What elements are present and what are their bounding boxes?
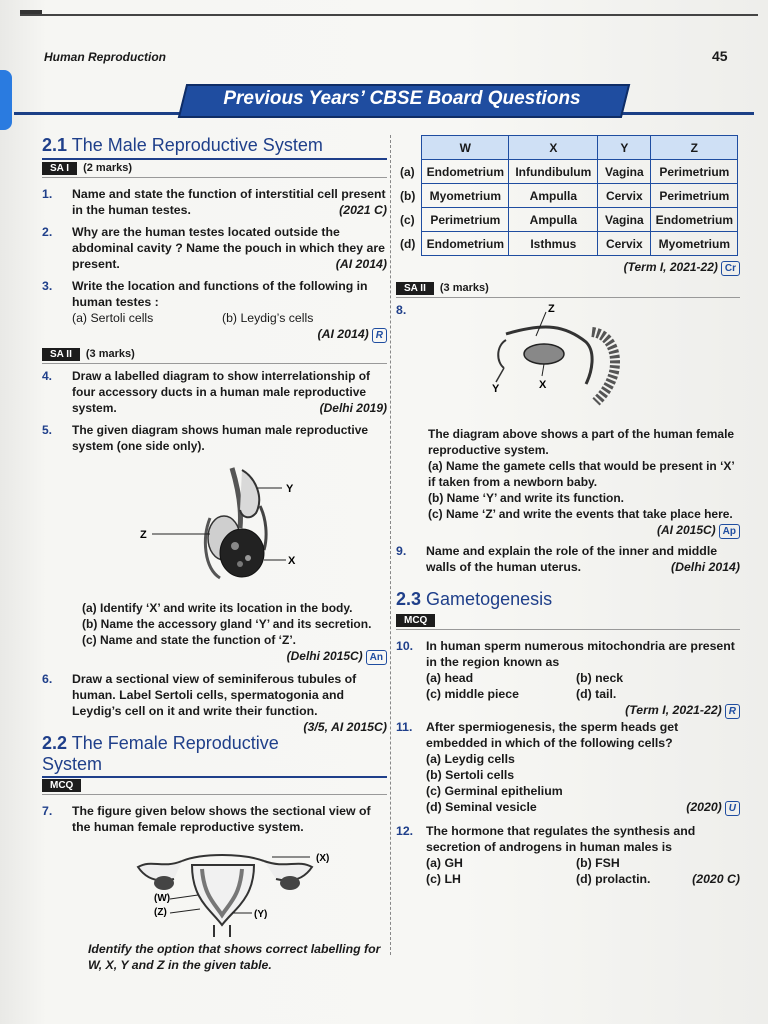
table-row xyxy=(396,184,738,208)
question-text: Draw a labelled diagram to show interrelationship of four accessory ducts in a human male reproductive system. xyxy=(72,369,371,415)
table-cell: Cervix xyxy=(598,184,651,208)
q5-options xyxy=(82,600,387,665)
running-head: Human Reproduction xyxy=(44,50,166,64)
question-source-wrap xyxy=(625,702,740,719)
question-source-wrap xyxy=(396,260,740,276)
question-7-instruction xyxy=(42,941,387,973)
question-6 xyxy=(42,671,387,734)
question-number: 5. xyxy=(42,423,53,437)
question-source-wrap xyxy=(82,648,387,665)
option-b: (b) Leydig’s cells xyxy=(222,311,314,325)
question-number: 2. xyxy=(42,225,53,239)
question-7 xyxy=(42,803,387,835)
question-number: 4. xyxy=(42,369,53,383)
table-cell: Perimetrium xyxy=(651,160,738,184)
table-cell: Vagina xyxy=(598,208,651,232)
question-source-wrap xyxy=(686,799,740,816)
table-cell: Perimetrium xyxy=(651,184,738,208)
table-header: Z xyxy=(651,136,738,160)
level-badge: R xyxy=(725,704,740,719)
question-type-tag: MCQ xyxy=(42,779,81,792)
question-type-row xyxy=(42,162,387,178)
level-badge: An xyxy=(366,650,387,665)
row-label: (a) xyxy=(400,164,415,179)
table-row xyxy=(396,208,738,232)
option-a: (a) GH xyxy=(426,856,463,870)
male-reproductive-diagram xyxy=(42,458,387,598)
left-column xyxy=(42,135,387,973)
label-w: (W) xyxy=(154,893,171,904)
marks-label: (2 marks) xyxy=(83,162,132,174)
option-c: (c) middle piece xyxy=(426,687,519,701)
table-cell: Endometrium xyxy=(651,208,738,232)
question-number: 6. xyxy=(42,672,53,686)
question-type-row xyxy=(42,348,387,364)
question-type-tag: SA II xyxy=(396,282,434,295)
section-banner xyxy=(14,80,754,120)
question-source: (Term I, 2021-22) xyxy=(623,260,718,274)
option-c: (c) Name ‘Z’ and write the events that take place here. xyxy=(428,507,733,521)
level-badge: R xyxy=(372,328,387,343)
table-header: Y xyxy=(598,136,651,160)
instruction-text: Identify the option that shows correct labelling for W, X, Y and Z in the given table. xyxy=(88,942,381,972)
table-cell: Infundibulum xyxy=(509,160,598,184)
row-label: (b) xyxy=(400,188,416,203)
option-d: (d) prolactin. xyxy=(576,872,651,886)
label-z: Z xyxy=(140,529,147,541)
question-source: (AI 2014) xyxy=(317,327,369,341)
option-a: (a) Leydig cells xyxy=(426,752,515,766)
question-number: 7. xyxy=(42,804,53,818)
question-source: (2021 C) xyxy=(339,203,387,217)
option-b: (b) neck xyxy=(576,671,624,685)
question-4 xyxy=(42,368,387,416)
question-source: (3/5, AI 2015C) xyxy=(303,720,387,734)
table-cell: Perimetrium xyxy=(422,208,509,232)
table-header: X xyxy=(509,136,598,160)
question-1 xyxy=(42,186,387,218)
question-text: The given diagram shows human male reproductive system (one side only). xyxy=(72,423,369,453)
label-y: (Y) xyxy=(254,909,268,920)
question-source: (Delhi 2019) xyxy=(319,401,387,415)
row-label: (c) xyxy=(400,212,415,227)
question-source-wrap xyxy=(428,522,740,539)
question-source: (2020 C) xyxy=(692,872,740,886)
question-text: Draw a sectional view of seminiferous tubules of human. Label Sertoli cells, spermatogonia and Leydig’s cell on it and write their function. xyxy=(72,672,357,718)
question-type-row xyxy=(396,614,740,630)
question-text: Name and state the function of interstitial cell present in the human testes. xyxy=(72,187,386,217)
option-b: (b) FSH xyxy=(576,856,620,870)
label-y: Y xyxy=(492,383,500,395)
question-text: Why are the human testes located outside the abdominal cavity ? Name the pouch in which they are present. xyxy=(72,225,385,271)
table-cell: Myometrium xyxy=(651,232,738,256)
section-heading-2-1 xyxy=(42,135,387,160)
question-text: Name and explain the role of the inner and middle walls of the human uterus. xyxy=(426,544,718,574)
question-number: 1. xyxy=(42,187,53,201)
question-text: Write the location and functions of the following in human testes : xyxy=(72,279,368,309)
option-c: (c) Name and state the function of ‘Z’. xyxy=(82,633,297,647)
option-d: (d) tail. xyxy=(576,687,617,701)
label-x: (X) xyxy=(316,853,330,864)
label-z: (Z) xyxy=(154,907,167,918)
option-c: (c) Germinal epithelium xyxy=(426,784,563,798)
section-heading-2-3 xyxy=(396,589,740,610)
section-number: 2.3 xyxy=(396,589,422,609)
column-divider xyxy=(390,135,391,955)
question-source-wrap xyxy=(318,326,388,343)
table-row xyxy=(396,232,738,256)
table-corner xyxy=(396,136,422,160)
answer-options-table xyxy=(396,135,738,256)
page-edge-tab xyxy=(0,70,12,130)
label-y: Y xyxy=(286,483,294,495)
question-source: (2020) xyxy=(686,800,722,814)
option-b: (b) Sertoli cells xyxy=(426,768,515,782)
section-title: Gametogenesis xyxy=(426,589,553,609)
question-text: The figure given below shows the sectional view of the human female reproductive system. xyxy=(72,804,371,834)
level-badge: U xyxy=(725,801,740,816)
option-a: (a) Sertoli cells xyxy=(72,311,154,325)
question-text: The hormone that regulates the synthesis and secretion of androgens in human males is xyxy=(426,824,696,854)
row-label: (d) xyxy=(400,236,416,251)
question-number: 8. xyxy=(396,303,407,317)
table-header: W xyxy=(422,136,509,160)
option-d: (d) Seminal vesicle xyxy=(426,800,537,814)
question-number: 12. xyxy=(396,824,414,838)
question-12 xyxy=(396,823,740,887)
label-x: X xyxy=(539,379,547,391)
level-badge: Ap xyxy=(719,524,740,539)
table-cell: Isthmus xyxy=(509,232,598,256)
question-source: (Term I, 2021-22) xyxy=(625,703,722,717)
label-x: X xyxy=(288,555,296,567)
table-cell: Ampulla xyxy=(509,184,598,208)
question-type-tag: SA II xyxy=(42,348,80,361)
question-9 xyxy=(396,543,740,575)
section-title: The Female Reproductive System xyxy=(42,733,279,774)
section-heading-2-2 xyxy=(42,733,387,778)
option-a: (a) head xyxy=(426,671,474,685)
question-number: 11. xyxy=(396,720,413,734)
table-cell: Endometrium xyxy=(422,160,509,184)
question-text: In human sperm numerous mitochondria are present in the region known as xyxy=(426,639,735,669)
female-reproductive-diagram xyxy=(42,839,387,939)
table-row xyxy=(396,160,738,184)
table-header-row xyxy=(396,136,738,160)
question-source: (AI 2014) xyxy=(335,257,387,271)
section-title: The Male Reproductive System xyxy=(71,135,323,155)
marks-label: (3 marks) xyxy=(85,348,135,360)
question-number: 3. xyxy=(42,279,53,293)
question-type-tag: MCQ xyxy=(396,614,435,627)
q8-body xyxy=(428,426,740,539)
banner-title: Previous Years’ CBSE Board Questions xyxy=(223,88,581,109)
table-cell: Vagina xyxy=(598,160,651,184)
label-z: Z xyxy=(548,303,555,315)
question-type-tag: SA I xyxy=(42,162,77,175)
level-badge: Cr xyxy=(721,261,740,276)
right-column xyxy=(396,135,740,887)
section-number: 2.2 xyxy=(42,733,68,753)
option-b: (b) Name ‘Y’ and write its function. xyxy=(428,491,625,505)
question-number: 9. xyxy=(396,544,407,558)
table-cell: Cervix xyxy=(598,232,651,256)
question-type-row xyxy=(42,779,387,795)
question-source: (Delhi 2014) xyxy=(670,560,740,574)
question-2 xyxy=(42,224,387,272)
table-cell: Endometrium xyxy=(422,232,509,256)
table-cell: Ampulla xyxy=(509,208,598,232)
option-a: (a) Name the gamete cells that would be present in ‘X’ if taken from a newborn baby. xyxy=(428,459,735,489)
top-rule xyxy=(20,14,758,16)
page-number: 45 xyxy=(712,48,728,64)
female-part-diagram xyxy=(396,302,740,422)
question-11 xyxy=(396,719,740,815)
option-a: (a) Identify ‘X’ and write its location in the body. xyxy=(82,601,353,615)
question-source: (Delhi 2015C) xyxy=(286,649,363,663)
question-10 xyxy=(396,638,740,717)
table-cell: Myometrium xyxy=(422,184,509,208)
option-b: (b) Name the accessory gland ‘Y’ and its secretion. xyxy=(82,617,372,631)
question-3 xyxy=(42,278,387,341)
question-source: (AI 2015C) xyxy=(656,523,716,537)
section-number: 2.1 xyxy=(42,135,68,155)
question-text: After spermiogenesis, the sperm heads get embedded in which of the following cells? xyxy=(426,720,679,750)
question-type-row xyxy=(396,282,740,298)
question-number: 10. xyxy=(396,639,414,653)
question-5 xyxy=(42,422,387,454)
marks-label: (3 marks) xyxy=(439,282,489,294)
option-c: (c) LH xyxy=(426,872,461,886)
question-text: The diagram above shows a part of the human female reproductive system. xyxy=(428,427,735,457)
